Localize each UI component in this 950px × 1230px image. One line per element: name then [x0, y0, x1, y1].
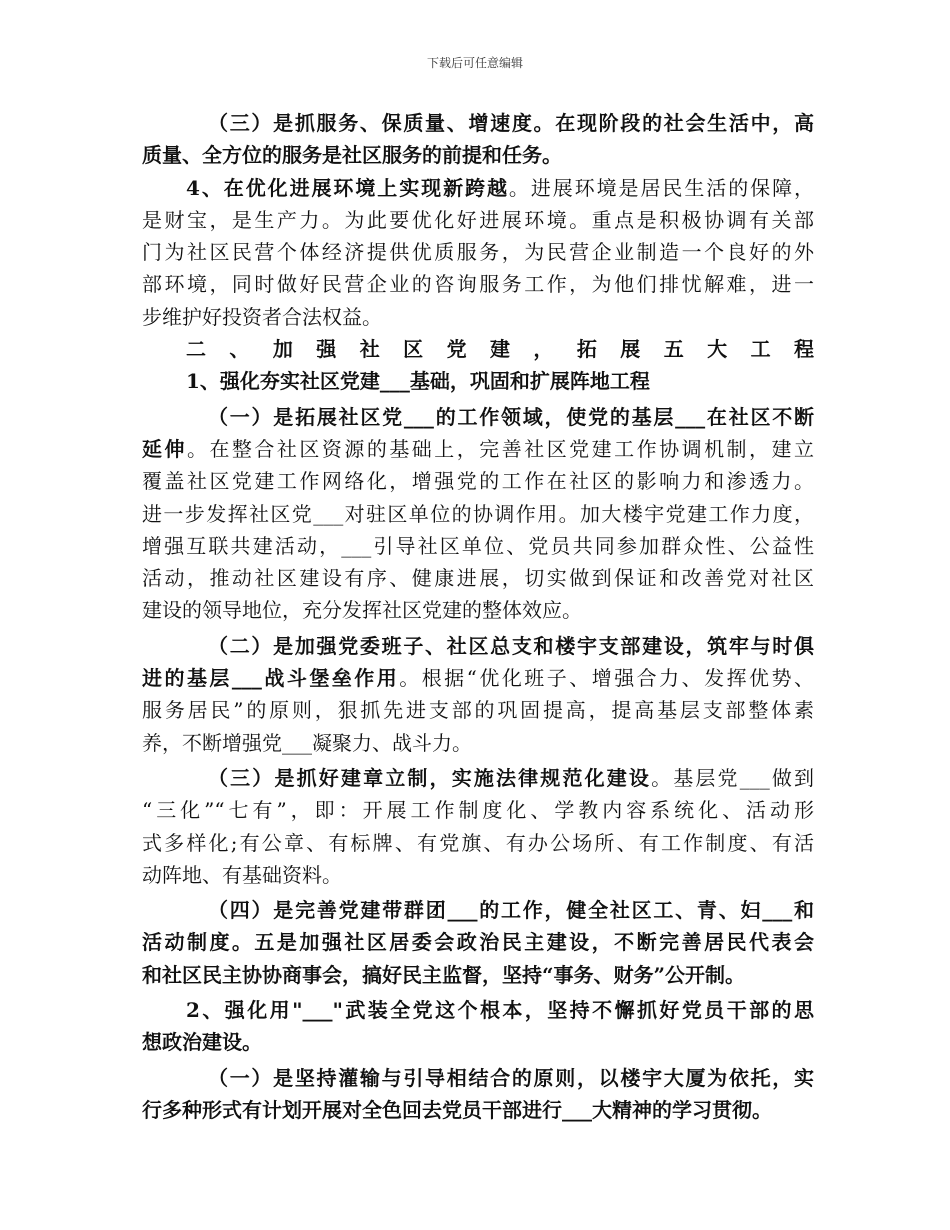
text-line	[142, 401, 814, 433]
line-text: 质量、全方位的服务是社区服务的前提和任务。	[142, 143, 562, 168]
line-text: 覆盖社区党建工作网络化，增强党的工作在社区的影响力和渗透力。	[142, 469, 814, 494]
text-line	[142, 562, 814, 594]
line-text: 进一步发挥社区党___对驻区单位的协调作用。加大楼宇党建工作力度，	[142, 501, 814, 526]
text-line	[142, 994, 814, 1026]
text-line	[142, 794, 814, 826]
line-text: （一）是拓展社区党___的工作领域，使党的基层___在社区不断	[208, 404, 814, 429]
text-line	[142, 465, 814, 497]
text-line	[142, 959, 814, 991]
line-text: 门为社区民营个体经济提供优质服务，为民营企业制造一个良好的外	[142, 240, 814, 265]
line-text: “三化”“七有”，即：开展工作制度化、学教内容系统化、活动形	[142, 798, 814, 823]
text-line	[142, 172, 814, 204]
text-line	[142, 107, 814, 139]
text-line	[142, 236, 814, 268]
page-header: 下载后可任意编辑	[426, 56, 523, 70]
body-text-span: 。进展环境是居民生活的保障，	[508, 175, 814, 200]
text-line	[142, 530, 814, 562]
line-text: 活动制度。五是加强社区居委会政治民主建设，不断完善居民代表会	[142, 930, 814, 955]
line-text: 活动，推动社区建设有序、健康进展，切实做到保证和改善党对社区	[142, 566, 814, 591]
line-text: 增强互联共建活动，___引导社区单位、党员共同参加群众性、公益性	[142, 533, 814, 558]
text-line	[142, 1062, 814, 1094]
text-line	[142, 268, 814, 300]
text-line	[142, 365, 814, 397]
text-line	[142, 762, 814, 794]
line-text: 式多样化;有公章、有标牌、有党旗、有办公场所、有工作制度、有活	[142, 830, 814, 855]
bold-lead-text: 进的基层___战斗堡垒作用	[142, 666, 400, 691]
line-text: 养，不断增强党___凝聚力、战斗力。	[142, 730, 472, 755]
line-text: 二、加强社区党建，拓展五大工程	[186, 337, 814, 362]
line-text: 行多种形式有计划开展对全色回去党员干部进行___大精神的学习贯彻。	[142, 1097, 772, 1122]
line-text: 是财宝，是生产力。为此要优化好进展环境。重点是积极协调有关部	[142, 207, 814, 232]
text-line	[142, 859, 814, 891]
text-line	[142, 1026, 814, 1058]
line-text: 想政治建设。	[142, 1030, 262, 1055]
line-text: 和社区民主协协商事会，搞好民主监督，坚持“事务、财务”公开制。	[142, 962, 746, 987]
document-body	[142, 107, 814, 1126]
bold-lead-text: 4、在优化进展环境上实现新跨越	[186, 175, 509, 200]
line-text: 建设的领导地位，充分发挥社区党建的整体效应。	[142, 598, 582, 623]
text-line	[142, 204, 814, 236]
text-line	[142, 139, 814, 171]
body-text-span: 。根据“优化班子、增强合力、发挥优势、	[399, 666, 815, 691]
text-line	[142, 301, 814, 333]
text-line	[142, 594, 814, 626]
text-line	[142, 727, 814, 759]
text-line	[142, 827, 814, 859]
text-line	[142, 926, 814, 958]
line-text: 步维护好投资者合法权益。	[142, 304, 382, 329]
line-text: 1、强化夯实社区党建___基础，巩固和扩展阵地工程	[186, 369, 650, 394]
line-text: （一）是坚持灌输与引导相结合的原则，以楼宇大厦为依托，实	[208, 1065, 814, 1090]
bold-lead-text: 延伸	[142, 436, 187, 461]
line-text: 动阵地、有基础资料。	[142, 862, 342, 887]
text-line	[142, 498, 814, 530]
line-text: （二）是加强党委班子、社区总支和楼宇支部建设，筑牢与时俱	[208, 633, 814, 658]
line-text: 部环境，同时做好民营企业的咨询服务工作，为他们排忧解难，进一	[142, 272, 814, 297]
line-text: 服务居民”的原则，狠抓先进支部的巩固提高，提高基层支部整体素	[142, 698, 814, 723]
body-text-span: 。基层党___做到	[651, 765, 815, 790]
line-text: （三）是抓服务、保质量、增速度。在现阶段的社会生活中，高	[208, 111, 814, 135]
text-line	[142, 894, 814, 926]
text-line	[142, 694, 814, 726]
line-text: 2、强化用"___"武装全党这个根本，坚持不懈抓好党员干部的思	[186, 998, 814, 1023]
text-line	[142, 662, 814, 694]
bold-lead-text: （三）是抓好建章立制，实施法律规范化建设	[208, 765, 652, 790]
text-line	[142, 1094, 814, 1126]
body-text-span: 。在整合社区资源的基础上，完善社区党建工作协调机制，建立	[186, 436, 815, 461]
line-text: （四）是完善党建带群团___的工作，健全社区工、青、妇___和	[208, 898, 814, 923]
text-line	[142, 433, 814, 465]
text-line	[142, 333, 814, 365]
text-line	[142, 630, 814, 662]
